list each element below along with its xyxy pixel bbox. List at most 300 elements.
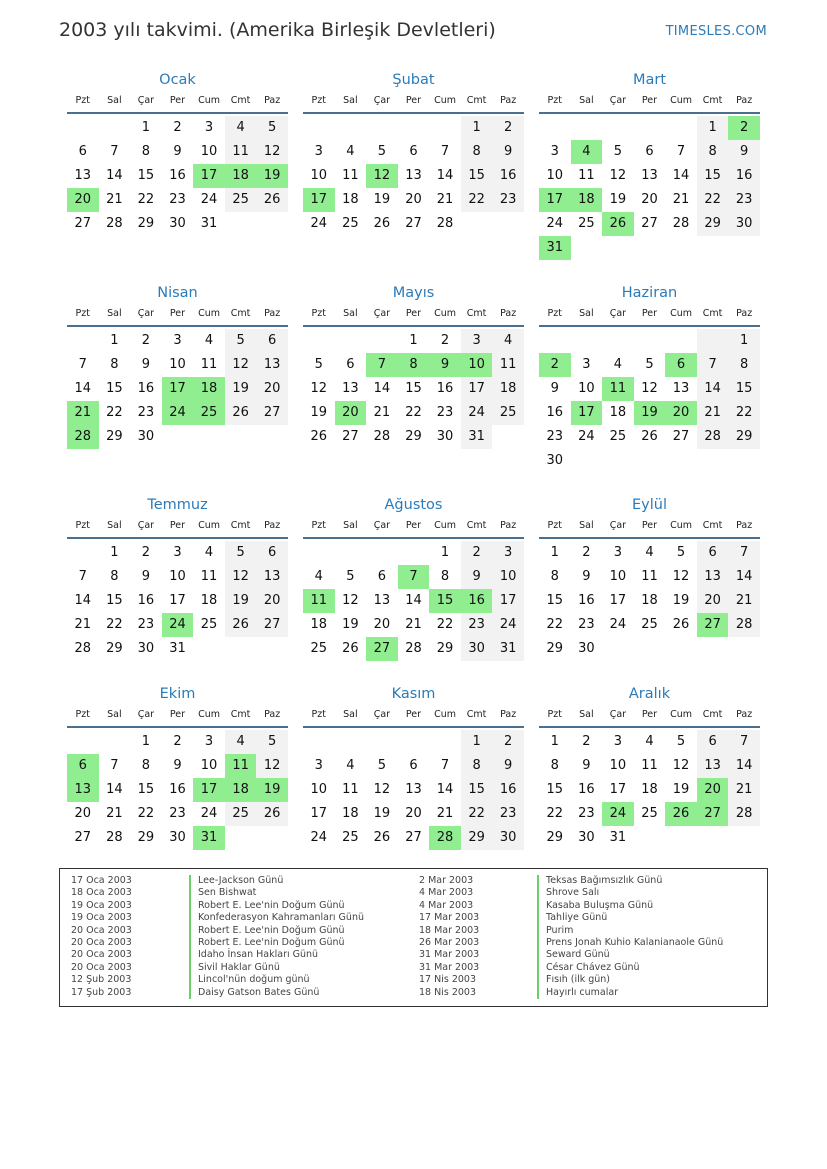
day-cell[interactable]: 17 [609, 782, 627, 797]
brand-logo[interactable]: TIMESLES.COM [665, 24, 767, 39]
day-cell[interactable]: 10 [492, 565, 524, 589]
holiday-day-cell[interactable]: 27 [366, 637, 398, 661]
day-cell[interactable]: 1 [461, 730, 493, 754]
day-cell[interactable]: 5 [225, 541, 257, 565]
day-cell[interactable]: 2 [582, 545, 591, 560]
day-cell[interactable]: 29 [106, 641, 123, 656]
day-cell[interactable]: 12 [641, 381, 658, 396]
day-cell[interactable]: 4 [204, 545, 214, 560]
day-cell[interactable]: 12 [256, 140, 288, 164]
holiday-day-cell[interactable]: 20 [697, 778, 729, 802]
day-cell[interactable]: 18 [310, 617, 328, 632]
day-cell[interactable]: 28 [373, 429, 391, 444]
holiday-day-cell[interactable]: 31 [539, 236, 571, 260]
holiday-day-cell[interactable]: 21 [67, 401, 99, 425]
holiday-day-cell[interactable]: 20 [67, 188, 99, 212]
day-cell[interactable]: 22 [137, 192, 155, 207]
day-cell[interactable]: 27 [405, 830, 422, 845]
day-cell[interactable]: 12 [225, 353, 257, 377]
day-cell[interactable]: 11 [225, 140, 257, 164]
day-cell[interactable]: 17 [169, 593, 186, 608]
holiday-day-cell[interactable]: 4 [571, 140, 603, 164]
day-cell[interactable]: 11 [200, 357, 218, 372]
day-cell[interactable]: 22 [137, 806, 155, 821]
day-cell[interactable]: 23 [169, 806, 186, 821]
day-cell[interactable]: 26 [310, 429, 328, 444]
holiday-day-cell[interactable]: 13 [67, 778, 99, 802]
day-cell[interactable]: 14 [405, 593, 422, 608]
day-cell[interactable]: 14 [728, 754, 760, 778]
day-cell[interactable]: 29 [728, 425, 760, 449]
day-cell[interactable]: 17 [492, 589, 524, 613]
day-cell[interactable]: 14 [106, 782, 123, 797]
day-cell[interactable]: 1 [697, 116, 729, 140]
day-cell[interactable]: 1 [110, 333, 119, 348]
day-cell[interactable]: 13 [641, 168, 658, 183]
day-cell[interactable]: 15 [546, 782, 564, 797]
day-cell[interactable]: 14 [106, 168, 123, 183]
day-cell[interactable]: 25 [200, 617, 218, 632]
day-cell[interactable]: 1 [440, 545, 450, 560]
day-cell[interactable]: 20 [74, 806, 92, 821]
day-cell[interactable]: 8 [141, 758, 151, 773]
holiday-day-cell[interactable]: 12 [366, 164, 398, 188]
day-cell[interactable]: 5 [256, 730, 288, 754]
day-cell[interactable]: 19 [672, 782, 690, 797]
day-cell[interactable]: 20 [405, 806, 422, 821]
day-cell[interactable]: 25 [342, 830, 359, 845]
day-cell[interactable]: 27 [256, 613, 288, 637]
day-cell[interactable]: 6 [346, 357, 355, 372]
day-cell[interactable]: 12 [672, 758, 690, 773]
holiday-day-cell[interactable]: 6 [665, 353, 697, 377]
day-cell[interactable]: 18 [609, 405, 627, 420]
day-cell[interactable]: 15 [728, 377, 760, 401]
day-cell[interactable]: 29 [137, 830, 155, 845]
day-cell[interactable]: 24 [310, 830, 328, 845]
day-cell[interactable]: 5 [377, 144, 387, 159]
day-cell[interactable]: 25 [225, 188, 257, 212]
day-cell[interactable]: 15 [405, 381, 422, 396]
day-cell[interactable]: 5 [225, 329, 257, 353]
day-cell[interactable]: 14 [672, 168, 690, 183]
day-cell[interactable]: 29 [546, 830, 564, 845]
day-cell[interactable]: 15 [461, 164, 493, 188]
day-cell[interactable]: 3 [204, 120, 214, 135]
day-cell[interactable]: 25 [609, 429, 627, 444]
holiday-day-cell[interactable]: 19 [256, 778, 288, 802]
day-cell[interactable]: 24 [546, 216, 564, 231]
day-cell[interactable]: 20 [256, 377, 288, 401]
day-cell[interactable]: 31 [609, 830, 627, 845]
holiday-day-cell[interactable]: 18 [225, 778, 257, 802]
day-cell[interactable]: 1 [461, 116, 493, 140]
day-cell[interactable]: 3 [461, 329, 493, 353]
day-cell[interactable]: 7 [697, 353, 729, 377]
day-cell[interactable]: 21 [436, 192, 454, 207]
day-cell[interactable]: 18 [492, 377, 524, 401]
day-cell[interactable]: 3 [314, 758, 323, 773]
day-cell[interactable]: 9 [492, 754, 524, 778]
holiday-day-cell[interactable]: 25 [193, 401, 225, 425]
day-cell[interactable]: 12 [225, 565, 257, 589]
day-cell[interactable]: 27 [74, 830, 92, 845]
day-cell[interactable]: 20 [641, 192, 658, 207]
day-cell[interactable]: 2 [492, 730, 524, 754]
day-cell[interactable]: 6 [78, 144, 87, 159]
day-cell[interactable]: 14 [373, 381, 391, 396]
holiday-day-cell[interactable]: 17 [571, 401, 603, 425]
day-cell[interactable]: 9 [492, 140, 524, 164]
day-cell[interactable]: 15 [697, 164, 729, 188]
day-cell[interactable]: 18 [200, 593, 218, 608]
holiday-day-cell[interactable]: 2 [539, 353, 571, 377]
holiday-day-cell[interactable]: 26 [665, 802, 697, 826]
day-cell[interactable]: 18 [342, 806, 359, 821]
day-cell[interactable]: 4 [346, 144, 355, 159]
day-cell[interactable]: 22 [697, 188, 729, 212]
day-cell[interactable]: 5 [314, 357, 323, 372]
day-cell[interactable]: 16 [169, 168, 186, 183]
holiday-day-cell[interactable]: 28 [67, 425, 99, 449]
day-cell[interactable]: 3 [492, 541, 524, 565]
holiday-day-cell[interactable]: 26 [602, 212, 634, 236]
day-cell[interactable]: 10 [310, 782, 328, 797]
day-cell[interactable]: 24 [492, 613, 524, 637]
day-cell[interactable]: 15 [137, 168, 155, 183]
day-cell[interactable]: 9 [141, 357, 151, 372]
day-cell[interactable]: 29 [405, 429, 422, 444]
day-cell[interactable]: 21 [106, 806, 123, 821]
day-cell[interactable]: 6 [256, 541, 288, 565]
day-cell[interactable]: 29 [106, 429, 123, 444]
day-cell[interactable]: 11 [342, 782, 359, 797]
day-cell[interactable]: 13 [405, 168, 422, 183]
day-cell[interactable]: 10 [310, 168, 328, 183]
day-cell[interactable]: 2 [173, 120, 182, 135]
day-cell[interactable]: 30 [461, 637, 493, 661]
day-cell[interactable]: 19 [342, 617, 359, 632]
day-cell[interactable]: 3 [173, 333, 182, 348]
day-cell[interactable]: 27 [74, 216, 92, 231]
day-cell[interactable]: 30 [436, 429, 454, 444]
day-cell[interactable]: 19 [225, 589, 257, 613]
holiday-day-cell[interactable]: 15 [429, 589, 461, 613]
holiday-day-cell[interactable]: 20 [665, 401, 697, 425]
day-cell[interactable]: 2 [461, 541, 493, 565]
day-cell[interactable]: 4 [225, 730, 257, 754]
holiday-day-cell[interactable]: 11 [303, 589, 335, 613]
holiday-day-cell[interactable]: 18 [193, 377, 225, 401]
day-cell[interactable]: 2 [141, 333, 151, 348]
day-cell[interactable]: 13 [373, 593, 391, 608]
day-cell[interactable]: 16 [578, 593, 595, 608]
day-cell[interactable]: 12 [310, 381, 328, 396]
day-cell[interactable]: 25 [310, 641, 328, 656]
day-cell[interactable]: 1 [141, 120, 151, 135]
day-cell[interactable]: 1 [728, 329, 760, 353]
day-cell[interactable]: 5 [346, 569, 355, 584]
day-cell[interactable]: 12 [672, 569, 690, 584]
day-cell[interactable]: 26 [672, 617, 690, 632]
day-cell[interactable]: 16 [169, 782, 186, 797]
day-cell[interactable]: 4 [225, 116, 257, 140]
day-cell[interactable]: 1 [550, 545, 559, 560]
day-cell[interactable]: 8 [141, 144, 151, 159]
day-cell[interactable]: 10 [169, 357, 186, 372]
day-cell[interactable]: 8 [440, 569, 450, 584]
day-cell[interactable]: 11 [492, 353, 524, 377]
holiday-day-cell[interactable]: 11 [225, 754, 257, 778]
day-cell[interactable]: 7 [440, 758, 450, 773]
day-cell[interactable]: 19 [672, 593, 690, 608]
day-cell[interactable]: 19 [373, 192, 391, 207]
day-cell[interactable]: 12 [342, 593, 359, 608]
holiday-day-cell[interactable]: 11 [602, 377, 634, 401]
day-cell[interactable]: 25 [578, 216, 595, 231]
day-cell[interactable]: 10 [546, 168, 564, 183]
day-cell[interactable]: 13 [256, 565, 288, 589]
day-cell[interactable]: 8 [110, 357, 119, 372]
day-cell[interactable]: 8 [110, 569, 119, 584]
day-cell[interactable]: 28 [436, 216, 454, 231]
day-cell[interactable]: 24 [609, 617, 627, 632]
day-cell[interactable]: 29 [697, 212, 729, 236]
day-cell[interactable]: 9 [728, 140, 760, 164]
day-cell[interactable]: 27 [672, 429, 690, 444]
day-cell[interactable]: 4 [346, 758, 355, 773]
holiday-day-cell[interactable]: 19 [634, 401, 666, 425]
day-cell[interactable]: 28 [672, 216, 690, 231]
day-cell[interactable]: 10 [609, 758, 627, 773]
holiday-day-cell[interactable]: 24 [162, 401, 194, 425]
day-cell[interactable]: 8 [461, 140, 493, 164]
holiday-day-cell[interactable]: 17 [193, 164, 225, 188]
day-cell[interactable]: 14 [436, 168, 454, 183]
day-cell[interactable]: 16 [137, 593, 155, 608]
day-cell[interactable]: 22 [436, 617, 454, 632]
day-cell[interactable]: 9 [582, 569, 591, 584]
holiday-day-cell[interactable]: 9 [429, 353, 461, 377]
day-cell[interactable]: 9 [173, 144, 182, 159]
day-cell[interactable]: 9 [173, 758, 182, 773]
day-cell[interactable]: 30 [137, 429, 155, 444]
day-cell[interactable]: 13 [256, 353, 288, 377]
day-cell[interactable]: 15 [461, 778, 493, 802]
holiday-day-cell[interactable]: 16 [461, 589, 493, 613]
day-cell[interactable]: 30 [137, 641, 155, 656]
day-cell[interactable]: 21 [728, 778, 760, 802]
day-cell[interactable]: 4 [645, 545, 654, 560]
day-cell[interactable]: 3 [204, 734, 214, 749]
day-cell[interactable]: 20 [256, 589, 288, 613]
holiday-day-cell[interactable]: 19 [256, 164, 288, 188]
day-cell[interactable]: 6 [645, 144, 654, 159]
day-cell[interactable]: 1 [409, 333, 418, 348]
day-cell[interactable]: 15 [106, 381, 123, 396]
day-cell[interactable]: 11 [200, 569, 218, 584]
day-cell[interactable]: 5 [676, 734, 686, 749]
day-cell[interactable]: 17 [310, 806, 328, 821]
day-cell[interactable]: 8 [697, 140, 729, 164]
day-cell[interactable]: 26 [641, 429, 658, 444]
day-cell[interactable]: 21 [405, 617, 422, 632]
day-cell[interactable]: 7 [110, 144, 119, 159]
day-cell[interactable]: 15 [546, 593, 564, 608]
day-cell[interactable]: 28 [697, 425, 729, 449]
day-cell[interactable]: 17 [609, 593, 627, 608]
day-cell[interactable]: 3 [550, 144, 559, 159]
day-cell[interactable]: 18 [342, 192, 359, 207]
day-cell[interactable]: 9 [550, 381, 559, 396]
day-cell[interactable]: 2 [173, 734, 182, 749]
day-cell[interactable]: 27 [342, 429, 359, 444]
day-cell[interactable]: 28 [728, 802, 760, 826]
day-cell[interactable]: 20 [405, 192, 422, 207]
day-cell[interactable]: 23 [492, 802, 524, 826]
day-cell[interactable]: 25 [342, 216, 359, 231]
day-cell[interactable]: 23 [578, 806, 595, 821]
holiday-day-cell[interactable]: 7 [366, 353, 398, 377]
day-cell[interactable]: 2 [492, 116, 524, 140]
day-cell[interactable]: 14 [728, 565, 760, 589]
day-cell[interactable]: 25 [641, 617, 658, 632]
day-cell[interactable]: 13 [342, 381, 359, 396]
day-cell[interactable]: 6 [377, 569, 387, 584]
holiday-day-cell[interactable]: 24 [162, 613, 194, 637]
day-cell[interactable]: 23 [728, 188, 760, 212]
day-cell[interactable]: 14 [74, 381, 92, 396]
day-cell[interactable]: 28 [106, 830, 123, 845]
day-cell[interactable]: 19 [609, 192, 627, 207]
day-cell[interactable]: 21 [106, 192, 123, 207]
day-cell[interactable]: 29 [461, 826, 493, 850]
day-cell[interactable]: 21 [728, 589, 760, 613]
day-cell[interactable]: 11 [641, 758, 658, 773]
day-cell[interactable]: 8 [550, 758, 559, 773]
holiday-day-cell[interactable]: 27 [697, 802, 729, 826]
day-cell[interactable]: 17 [461, 377, 493, 401]
day-cell[interactable]: 16 [546, 405, 564, 420]
day-cell[interactable]: 12 [373, 782, 391, 797]
day-cell[interactable]: 27 [405, 216, 422, 231]
day-cell[interactable]: 22 [106, 405, 123, 420]
day-cell[interactable]: 30 [546, 453, 564, 468]
holiday-day-cell[interactable]: 17 [193, 778, 225, 802]
day-cell[interactable]: 16 [492, 778, 524, 802]
day-cell[interactable]: 10 [169, 569, 186, 584]
day-cell[interactable]: 5 [676, 545, 686, 560]
day-cell[interactable]: 6 [409, 144, 418, 159]
day-cell[interactable]: 2 [440, 333, 450, 348]
day-cell[interactable]: 26 [225, 401, 257, 425]
day-cell[interactable]: 3 [314, 144, 323, 159]
day-cell[interactable]: 7 [676, 144, 686, 159]
holiday-day-cell[interactable]: 7 [398, 565, 430, 589]
holiday-day-cell[interactable]: 27 [697, 613, 729, 637]
day-cell[interactable]: 29 [436, 641, 454, 656]
day-cell[interactable]: 30 [728, 212, 760, 236]
day-cell[interactable]: 16 [436, 381, 454, 396]
day-cell[interactable]: 4 [314, 569, 323, 584]
holiday-day-cell[interactable]: 18 [225, 164, 257, 188]
day-cell[interactable]: 24 [200, 192, 218, 207]
day-cell[interactable]: 3 [613, 545, 623, 560]
day-cell[interactable]: 30 [169, 216, 186, 231]
day-cell[interactable]: 28 [405, 641, 422, 656]
day-cell[interactable]: 14 [436, 782, 454, 797]
holiday-day-cell[interactable]: 17 [303, 188, 335, 212]
day-cell[interactable]: 30 [169, 830, 186, 845]
day-cell[interactable]: 8 [461, 754, 493, 778]
day-cell[interactable]: 1 [550, 734, 559, 749]
day-cell[interactable]: 16 [137, 381, 155, 396]
day-cell[interactable]: 26 [225, 613, 257, 637]
day-cell[interactable]: 23 [546, 429, 564, 444]
day-cell[interactable]: 31 [461, 425, 493, 449]
day-cell[interactable]: 21 [672, 192, 690, 207]
day-cell[interactable]: 31 [169, 641, 186, 656]
day-cell[interactable]: 28 [728, 613, 760, 637]
day-cell[interactable]: 24 [578, 429, 595, 444]
day-cell[interactable]: 12 [256, 754, 288, 778]
day-cell[interactable]: 13 [405, 782, 422, 797]
day-cell[interactable]: 27 [641, 216, 658, 231]
day-cell[interactable]: 19 [310, 405, 328, 420]
day-cell[interactable]: 15 [106, 593, 123, 608]
holiday-day-cell[interactable]: 2 [728, 116, 760, 140]
day-cell[interactable]: 29 [137, 216, 155, 231]
day-cell[interactable]: 10 [200, 144, 218, 159]
day-cell[interactable]: 23 [461, 613, 493, 637]
day-cell[interactable]: 13 [697, 754, 729, 778]
day-cell[interactable]: 22 [461, 802, 493, 826]
day-cell[interactable]: 6 [697, 730, 729, 754]
day-cell[interactable]: 19 [225, 377, 257, 401]
day-cell[interactable]: 24 [200, 806, 218, 821]
day-cell[interactable]: 23 [169, 192, 186, 207]
day-cell[interactable]: 21 [74, 617, 92, 632]
day-cell[interactable]: 25 [492, 401, 524, 425]
day-cell[interactable]: 18 [641, 782, 658, 797]
day-cell[interactable]: 8 [728, 353, 760, 377]
day-cell[interactable]: 11 [641, 569, 658, 584]
day-cell[interactable]: 4 [492, 329, 524, 353]
day-cell[interactable]: 31 [492, 637, 524, 661]
day-cell[interactable]: 22 [728, 401, 760, 425]
day-cell[interactable]: 23 [492, 188, 524, 212]
day-cell[interactable]: 28 [106, 216, 123, 231]
day-cell[interactable]: 20 [373, 617, 391, 632]
day-cell[interactable]: 13 [672, 381, 690, 396]
day-cell[interactable]: 30 [578, 641, 595, 656]
day-cell[interactable]: 22 [106, 617, 123, 632]
day-cell[interactable]: 8 [550, 569, 559, 584]
day-cell[interactable]: 24 [461, 401, 493, 425]
day-cell[interactable]: 21 [373, 405, 391, 420]
day-cell[interactable]: 1 [141, 734, 151, 749]
day-cell[interactable]: 3 [582, 357, 591, 372]
day-cell[interactable]: 2 [141, 545, 151, 560]
day-cell[interactable]: 14 [697, 377, 729, 401]
day-cell[interactable]: 10 [578, 381, 595, 396]
holiday-day-cell[interactable]: 17 [539, 188, 571, 212]
day-cell[interactable]: 4 [613, 357, 623, 372]
day-cell[interactable]: 9 [461, 565, 493, 589]
day-cell[interactable]: 26 [373, 216, 391, 231]
holiday-day-cell[interactable]: 20 [335, 401, 367, 425]
day-cell[interactable]: 16 [492, 164, 524, 188]
